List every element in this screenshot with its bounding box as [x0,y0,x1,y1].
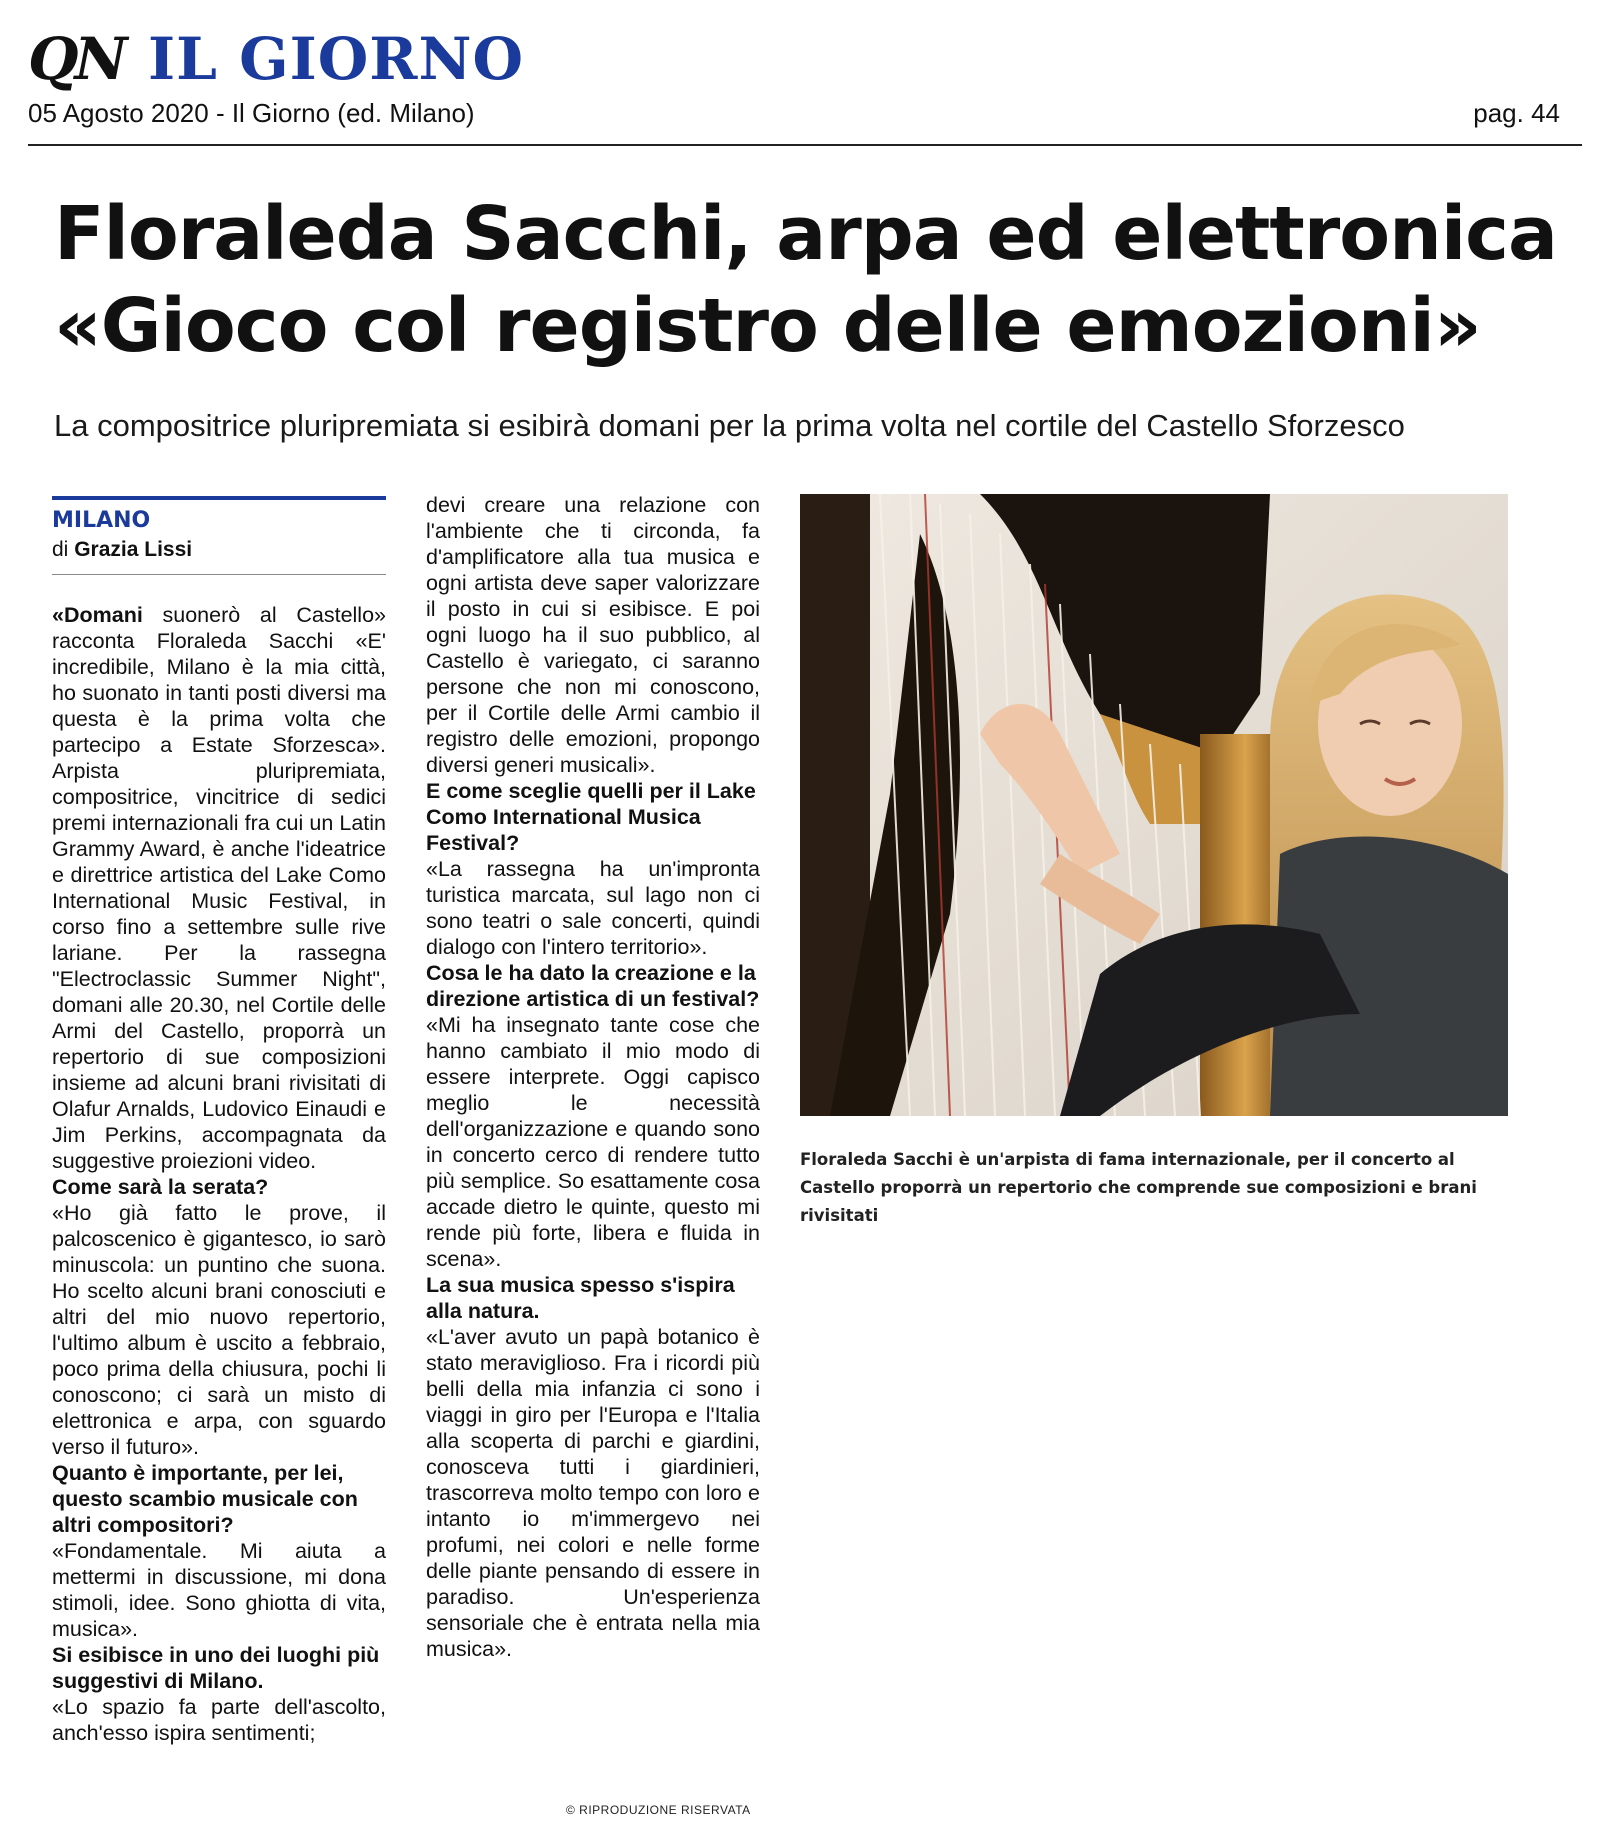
harpist-photo-illustration [800,494,1508,1116]
logo-il-giorno: IL GIORNO [148,25,525,93]
answer-3-part-2: devi creare una relazione con l'ambiente che ti circonda, fa d'amplificatore alla tua musica e ogni artista deve saper valorizzare il posto in cui si esibisce. E poi ogni luogo ha il suo pubblico, al Castello è variegato, ci saranno persone che non mi conoscono, per il Cortile delle Armi cambio il registro delle emozioni, propongo diversi generi musicali». [426,493,760,777]
article-column-2 [426,492,760,1662]
headline [54,188,1564,372]
answer-4: «La rassegna ha un'impronta turistica marcata, sul lago non ci sono teatri o sale concerti, quindi dialogo con l'intero territorio». [426,857,760,959]
question-4: E come sceglie quelli per il Lake Como International Musica Festival? [426,779,756,855]
headline-line-1: Floraleda Sacchi, arpa ed elettronica [54,191,1557,277]
masthead-logo [28,25,628,93]
header-divider [28,144,1582,146]
subheadline: La compositrice pluripremiata si esibirà domani per la prima volta nel cortile del Castello Sforzesco [54,408,1405,443]
question-3: Si esibisce in uno dei luoghi più suggestivi di Milano. [52,1643,380,1693]
logo-qn: QN [28,25,124,93]
lead-word: «Domani [52,603,143,627]
photo-caption: Floraleda Sacchi è un'arpista di fama internazionale, per il concerto al Castello proporrà un repertorio che comprende sue composizioni e brani rivisitati [800,1150,1477,1225]
byline-divider [52,574,386,575]
answer-3-part-1: «Lo spazio fa parte dell'ascolto, anch'esso ispira sentimenti; [52,1695,386,1745]
byline [52,536,192,564]
answer-2: «Fondamentale. Mi aiuta a mettermi in discussione, mi dona stimoli, idee. Sono ghiotta di vita, musica». [52,1539,386,1641]
headline-line-2: «Gioco col registro delle emozioni» [54,283,1481,369]
question-6: La sua musica spesso s'ispira alla natura. [426,1273,735,1323]
paragraph-lead-text: suonerò al Castello» racconta Floraleda Sacchi «E' incredibile, Milano è la mia città, ho suonato in tanti posti diversi ma questa è la prima volta che partecipo a Estate Sforzesca». Arpista pluripremiata, compositrice, vincitrice di sedici premi internazionali fra cui un Latin Grammy Award, è anche l'ideatrice e direttrice artistica del Lake Como International Music Festival, in corso fino a settembre sulle rive lariane. Per la rassegna "Electroclassic Summer Night", domani alle 20.30, nel Cortile delle Armi del Castello, proporrà un repertorio di sue composizioni insieme ad alcuni brani rivisitati di Olafur Arnalds, Ludovico Einaudi e Jim Perkins, accompagnata da suggestive proiezioni video. [52,603,386,1173]
question-5: Cosa le ha dato la creazione e la direzione artistica di un festival? [426,961,760,1011]
copyright-notice: © RIPRODUZIONE RISERVATA [566,1803,751,1817]
question-2: Quanto è importante, per lei, questo scambio musicale con altri compositori? [52,1461,358,1537]
question-1: Come sarà la serata? [52,1175,269,1199]
answer-5: «Mi ha insegnato tante cose che hanno cambiato il mio modo di essere interprete. Oggi capisco meglio le necessità dell'organizzazione e quando sono in concerto cerco di rendere tutto più semplice. So esattamente cosa accade dietro le quinte, questo mi rende più forte, libera e fluida in scena». [426,1013,760,1271]
answer-6: «L'aver avuto un papà botanico è stato meraviglioso. Fra i ricordi più belli della mia infanzia ci sono i viaggi in giro per l'Europa e l'Italia alla scoperta di parchi e giardini, conosceva tutti i giardinieri, trascorreva molto tempo con loro e intanto io m'immergevo nei profumi, nei colori e nelle forme delle piante pensando di essere in paradiso. Un'esperienza sensoriale che è entrata nella mia musica». [426,1325,760,1661]
byline-rule [52,496,386,500]
answer-1: «Ho già fatto le prove, il palcoscenico è gigantesco, io sarò minuscola: un puntino che suona. Ho scelto alcuni brani conosciuti e altri del mio nuovo repertorio, l'ultimo album è uscito a febbraio, poco prima della chiusura, pochi li conoscono; ci sarà un misto di elettronica e arpa, con sguardo verso il futuro». [52,1201,386,1459]
byline-prefix: di [52,538,69,561]
paragraph-lead [52,602,386,1174]
dateline-place: MILANO [52,508,151,533]
harpist-photo [800,494,1508,1116]
dateline: 05 Agosto 2020 - Il Giorno (ed. Milano) [28,98,475,128]
article-column-1 [52,602,386,1746]
byline-author: Grazia Lissi [74,538,193,561]
page-number: pag. 44 [1473,98,1560,128]
